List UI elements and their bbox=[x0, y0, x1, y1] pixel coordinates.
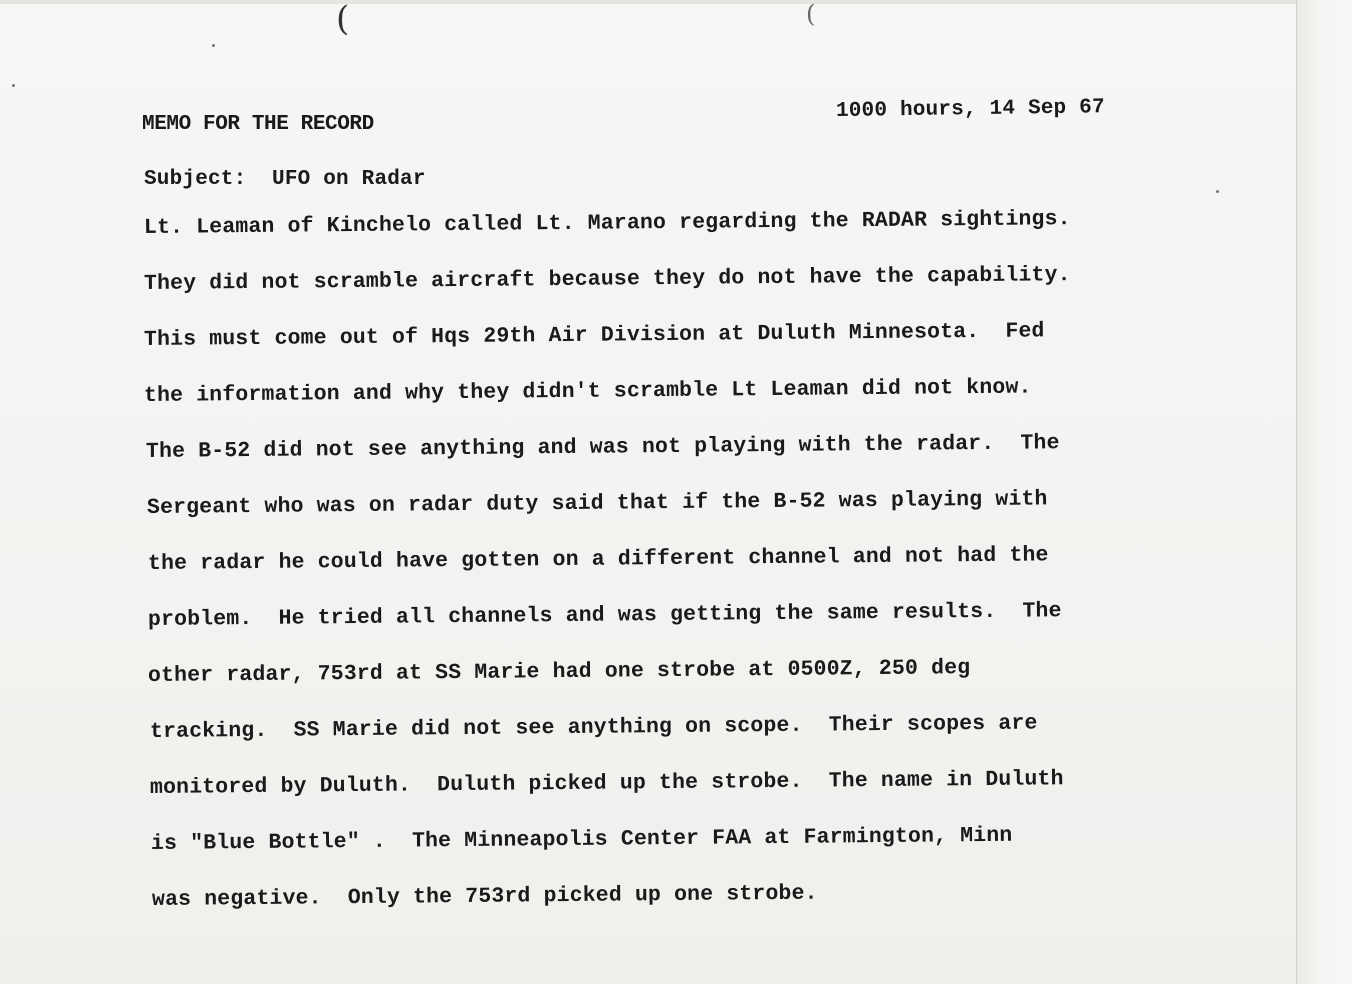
speck bbox=[1216, 190, 1219, 193]
memo-timestamp: 1000 hours, 14 Sep 67 bbox=[835, 96, 1105, 123]
body-line: Sergeant who was on radar duty said that if the B-52 was playing with bbox=[146, 487, 1048, 520]
punch-mark-left: ( bbox=[336, 0, 350, 39]
subject-label: Subject: bbox=[144, 168, 247, 191]
body-line: monitored by Duluth. Duluth picked up the strobe. The name in Duluth bbox=[149, 767, 1064, 800]
body-line: the information and why they didn't scramble Lt Leaman did not know. bbox=[143, 375, 1032, 408]
speck bbox=[12, 84, 15, 87]
speck bbox=[212, 44, 215, 47]
memo-heading: MEMO FOR THE RECORD bbox=[142, 113, 374, 136]
subject-line bbox=[144, 168, 426, 191]
scan-edge-right bbox=[1296, 0, 1352, 984]
body-line: is "Blue Bottle" . The Minneapolis Center FAA at Farmington, Minn bbox=[150, 823, 1013, 856]
subject-value: UFO on Radar bbox=[272, 168, 426, 191]
body-line: Lt. Leaman of Kinchelo called Lt. Marano regarding the RADAR sightings. bbox=[143, 207, 1071, 240]
body-line: They did not scramble aircraft because they do not have the capability. bbox=[143, 263, 1071, 296]
scan-edge-top bbox=[0, 0, 1352, 4]
punch-mark-right: ( bbox=[806, 0, 816, 28]
body-line: the radar he could have gotten on a different channel and not had the bbox=[147, 543, 1049, 576]
body-line: problem. He tried all channels and was getting the same results. The bbox=[147, 599, 1062, 632]
body-line: The B-52 did not see anything and was not playing with the radar. The bbox=[145, 431, 1060, 464]
body-line: other radar, 753rd at SS Marie had one strobe at 0500Z, 250 deg bbox=[147, 656, 971, 688]
body-line: was negative. Only the 753rd picked up one strobe. bbox=[151, 881, 818, 912]
body-line: tracking. SS Marie did not see anything on scope. Their scopes are bbox=[149, 711, 1038, 744]
body-line: This must come out of Hqs 29th Air Division at Duluth Minnesota. Fed bbox=[143, 319, 1045, 352]
